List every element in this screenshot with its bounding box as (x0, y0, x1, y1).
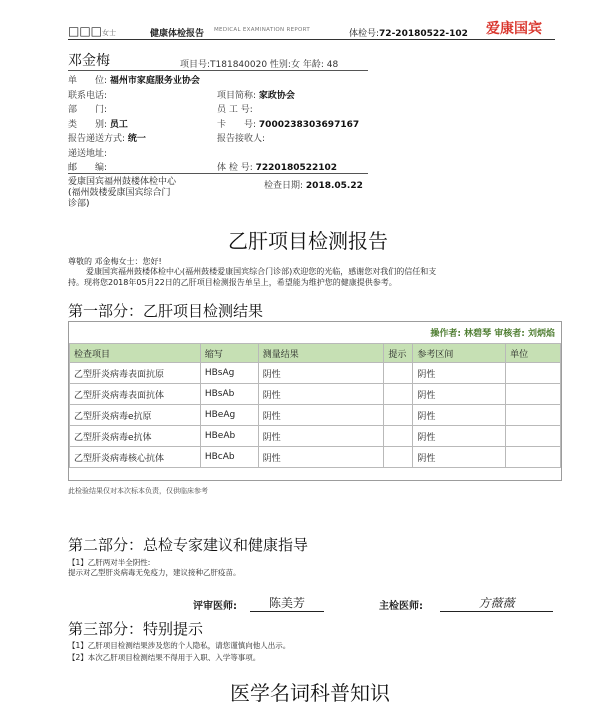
cell-range: 阴性 (413, 447, 506, 468)
delivery-value: 统一 (127, 134, 146, 144)
card-row (217, 117, 359, 130)
reviewer-label: 评审医师: (193, 601, 237, 612)
info-divider (68, 173, 368, 174)
col-header-result: 测量结果 (258, 344, 384, 363)
address-label: 递送地址: (68, 149, 108, 159)
postcode-label: 邮 编: (68, 163, 108, 173)
category-label: 类 别: (68, 120, 108, 130)
intro-line-1: 爱康国宾福州鼓楼体检中心(福州鼓楼爱康国宾综合门诊部)欢迎您的光临，感谢您对我们的信任和支 (86, 267, 437, 276)
table-row (70, 405, 561, 426)
cell-unit (506, 405, 561, 426)
cell-abbr: HBeAb (200, 426, 258, 447)
cell-unit (506, 447, 561, 468)
cell-item: 乙型肝炎病毒表面抗体 (70, 384, 201, 405)
project-abbr-label: 项目简称: (217, 91, 257, 101)
header-divider (68, 39, 555, 40)
project-abbr-row (217, 88, 295, 101)
footer-section-title: 医学名词科普知识 (230, 681, 390, 705)
category-value: 员工 (109, 120, 128, 130)
results-box (68, 321, 562, 481)
exam-date-value: 2018.05.22 (305, 181, 363, 191)
card-value: 7000238303697167 (258, 120, 360, 130)
cell-abbr: HBeAg (200, 405, 258, 426)
part2-item-2: 提示对乙型肝炎病毒无免疫力，建议接种乙肝疫苗。 (68, 568, 241, 577)
table-header-row (70, 344, 561, 363)
card-label: 卡 号: (217, 120, 257, 130)
dept-label: 部 门: (68, 105, 108, 115)
cell-range: 阴性 (413, 363, 506, 384)
part3-tip-2: 【2】本次乙肝项目检测结果不得用于入职、入学等事项。 (68, 653, 261, 662)
cell-hint (384, 426, 413, 447)
report-type-en: MEDICAL EXAMINATION REPORT (214, 27, 311, 33)
col-header-hint: 提示 (384, 344, 413, 363)
brand-logo-text: 爱康国宾 (486, 21, 542, 37)
phone-label: 联系电话: (68, 91, 108, 101)
part2-item-1: 【1】乙肝两对半全阴性: (68, 558, 151, 567)
cell-unit (506, 384, 561, 405)
table-row (70, 384, 561, 405)
results-table (69, 343, 561, 468)
cell-unit (506, 363, 561, 384)
exam-no2-label: 体 检 号: (217, 163, 253, 173)
cell-result: 阴性 (258, 447, 384, 468)
header-exam-no (349, 26, 468, 39)
cell-hint (384, 405, 413, 426)
exam-no2-row (217, 160, 337, 173)
cell-result: 阴性 (258, 384, 384, 405)
center-name: 爱康国宾福州鼓楼体检中心 (福州鼓楼爱康国宾综合门 诊部) (68, 177, 177, 209)
cell-range: 阴性 (413, 426, 506, 447)
project-abbr-value: 家政协会 (258, 91, 295, 101)
cell-abbr: HBcAb (200, 447, 258, 468)
honorific: 女士 (102, 29, 117, 37)
report-title: 乙肝项目检测报告 (228, 229, 388, 253)
exam-no-value: 72-20180522-102 (379, 29, 468, 39)
table-row (70, 426, 561, 447)
cell-range: 阴性 (413, 384, 506, 405)
cell-result: 阴性 (258, 363, 384, 384)
cell-item: 乙型肝炎病毒表面抗原 (70, 363, 201, 384)
cell-hint (384, 447, 413, 468)
category-row (68, 117, 128, 130)
cell-item: 乙型肝炎病毒e抗原 (70, 405, 201, 426)
unit-value: 福州市家庭服务业协会 (109, 76, 200, 86)
cell-abbr: HBsAg (200, 363, 258, 384)
report-type: 健康体检报告 (150, 29, 205, 39)
delivery-row (68, 131, 146, 144)
col-header-abbr: 缩写 (200, 344, 258, 363)
part3-title: 第三部分：特别提示 (68, 620, 204, 638)
chief-signature: 方薇薇 (440, 594, 553, 612)
intro-line-2: 持。现将您2018年05月22日的乙肝项目检测报告单呈上，希望能为维护您的健康提供参考。 (68, 278, 397, 287)
cell-range: 阴性 (413, 405, 506, 426)
cell-unit (506, 426, 561, 447)
operator-line: 操作者: 林碧琴 审核者: 刘炳焰 (430, 329, 555, 339)
part1-title: 第一部分：乙肝项目检测结果 (68, 302, 264, 320)
exam-date-row (264, 178, 363, 191)
unit-label: 单 位: (68, 76, 108, 86)
patient-name-placeholder: □□□ (68, 24, 103, 38)
cell-hint (384, 363, 413, 384)
table-row (70, 363, 561, 384)
col-header-unit: 单位 (506, 344, 561, 363)
cell-result: 阴性 (258, 426, 384, 447)
exam-no-label: 体检号: (349, 29, 380, 39)
cell-item: 乙型肝炎病毒e抗体 (70, 426, 201, 447)
delivery-label: 报告递送方式: (68, 134, 126, 144)
table-row (70, 447, 561, 468)
cell-abbr: HBsAb (200, 384, 258, 405)
unit-row (68, 73, 200, 86)
chief-label: 主检医师: (379, 601, 423, 612)
results-note: 此检验结果仅对本次标本负责，仅供临床参考 (68, 487, 208, 495)
cell-hint (384, 384, 413, 405)
header-patient (68, 24, 116, 38)
exam-no2-value: 7220180522102 (255, 163, 338, 173)
project-line: 项目号:T181840020 性别:女 年龄: 48 (180, 60, 339, 70)
reviewer-signature: 陈美芳 (250, 594, 324, 612)
exam-date-label: 检查日期: (264, 181, 304, 191)
cell-result: 阴性 (258, 405, 384, 426)
patient-name: 邓金梅 (68, 53, 110, 69)
part3-tip-1: 【1】乙肝项目检测结果涉及您的个人隐私，请您谨慎向他人出示。 (68, 641, 291, 650)
receiver-label: 报告接收人: (217, 134, 266, 144)
cell-item: 乙型肝炎病毒核心抗体 (70, 447, 201, 468)
col-header-item: 检查项目 (70, 344, 201, 363)
greeting: 尊敬的 邓金梅女士：您好! (68, 257, 162, 266)
part2-title: 第二部分：总检专家建议和健康指导 (68, 536, 309, 554)
emp-no-label: 员 工 号: (217, 105, 253, 115)
name-divider (68, 70, 368, 71)
col-header-range: 参考区间 (413, 344, 506, 363)
